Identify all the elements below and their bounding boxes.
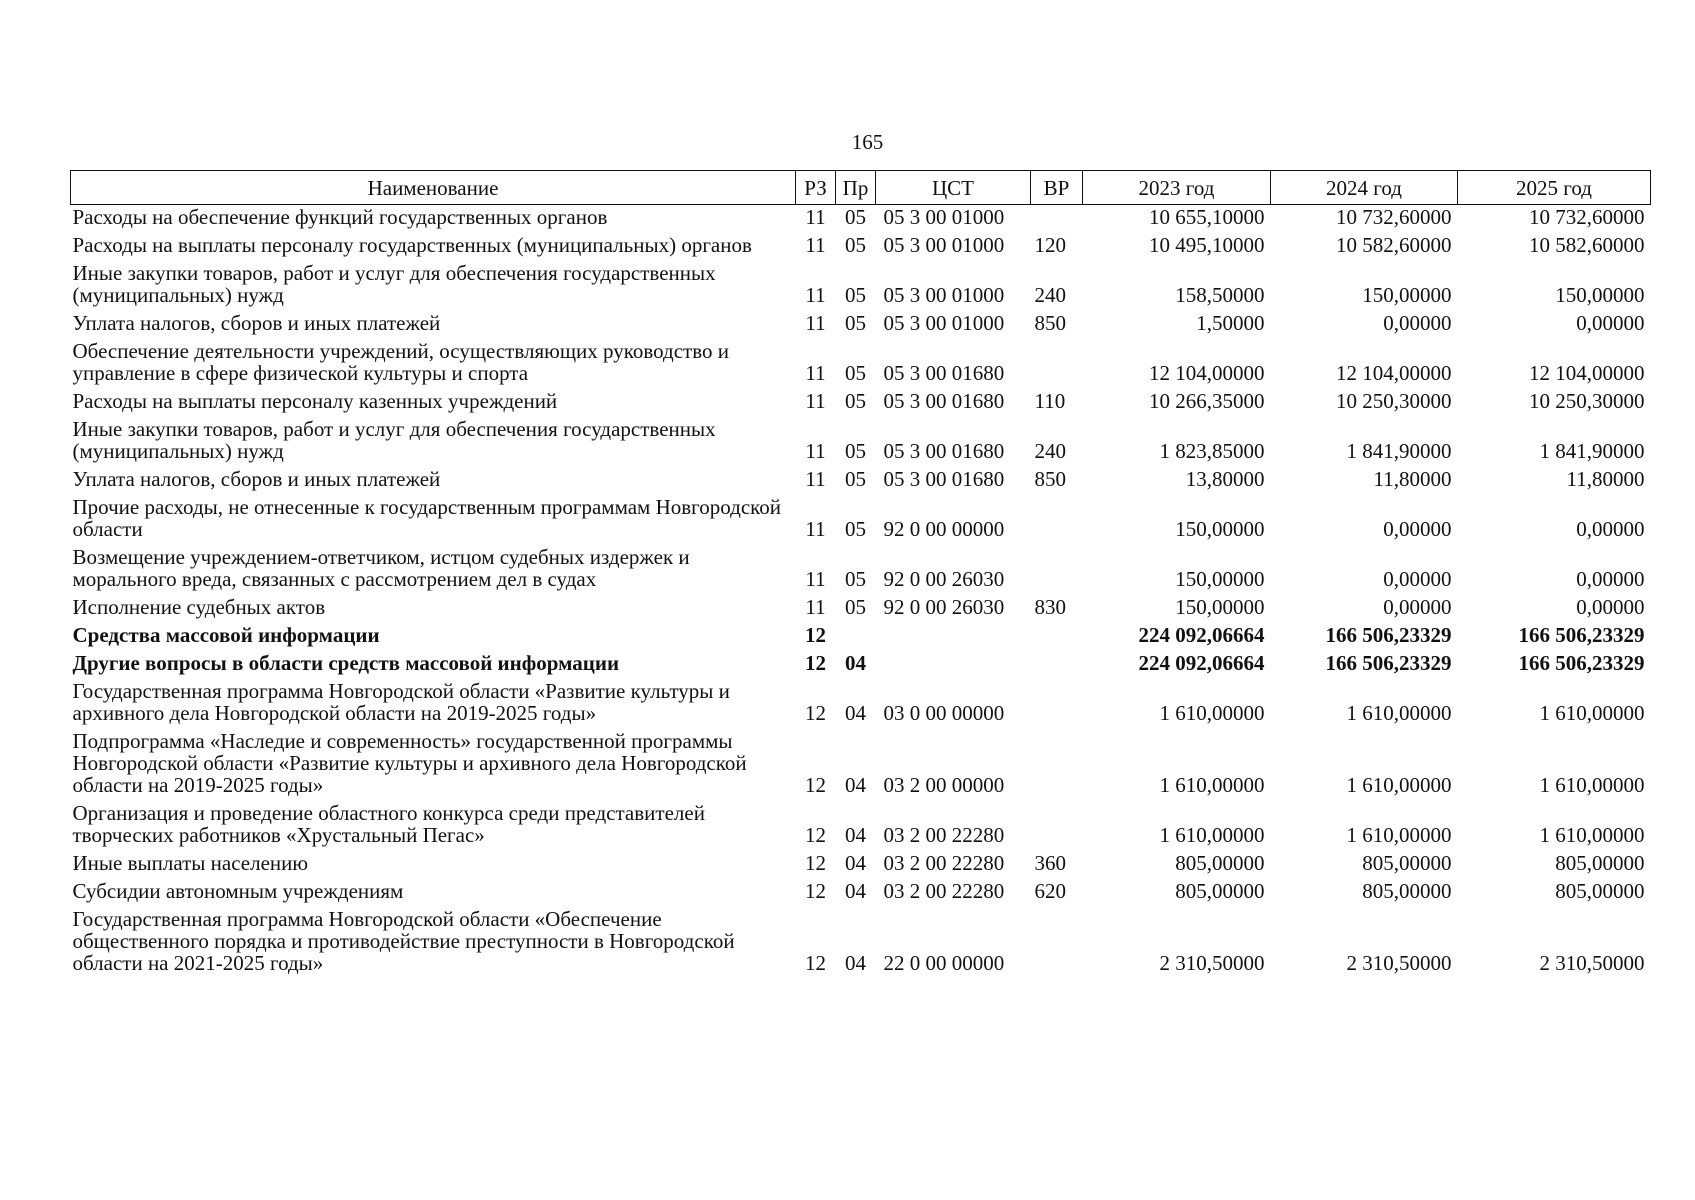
row-2023: 805,00000 — [1175, 879, 1265, 903]
row-cst: 05 3 00 01000 — [883, 283, 1005, 307]
row-rz: 11 — [805, 361, 826, 385]
row-name: Уплата налогов, сборов и иных платежей — [72, 467, 441, 491]
row-2025: 10 732,60000 — [1529, 205, 1645, 229]
row-2025: 10 582,60000 — [1529, 233, 1645, 257]
table-row — [71, 729, 1651, 801]
row-2024: 10 582,60000 — [1336, 233, 1452, 257]
row-name: Субсидии автономным учреждениям — [72, 879, 404, 903]
row-name: Расходы на обеспечение функций государственных органов — [72, 205, 608, 229]
row-2023: 150,00000 — [1175, 517, 1265, 541]
row-vr: 120 — [1034, 233, 1066, 257]
row-pr: 04 — [845, 773, 866, 797]
row-2023: 224 092,06664 — [1138, 651, 1265, 675]
row-vr — [1031, 205, 1083, 234]
table-row — [71, 679, 1651, 729]
row-pr: 05 — [845, 595, 866, 619]
table-row — [71, 417, 1651, 467]
row-2025: 150,00000 — [1555, 283, 1645, 307]
row-cst: 05 3 00 01000 — [883, 205, 1005, 229]
row-2024: 0,00000 — [1383, 595, 1452, 619]
table-body — [71, 205, 1651, 980]
row-cst: 05 3 00 01000 — [883, 311, 1005, 335]
row-name: Иные закупки товаров, работ и услуг для обеспечения государственных (муниципальных) нужд — [72, 261, 716, 307]
row-name: Подпрограмма «Наследие и современность» государственной программы Новгородской области «Развитие культуры и архивного дела Новгородской области на 2019-2025 годы» — [72, 729, 747, 797]
row-pr: 05 — [845, 233, 866, 257]
row-rz: 12 — [805, 851, 826, 875]
row-rz: 11 — [805, 389, 826, 413]
row-name: Расходы на выплаты персоналу государственных (муниципальных) органов — [72, 233, 752, 257]
row-2023: 2 310,50000 — [1159, 951, 1265, 975]
table-row — [71, 467, 1651, 495]
row-2024: 0,00000 — [1383, 311, 1452, 335]
row-vr: 360 — [1034, 851, 1066, 875]
row-pr: 04 — [845, 701, 866, 725]
row-2025: 0,00000 — [1576, 517, 1645, 541]
header-name: Наименование — [71, 171, 796, 205]
page-number: 165 — [851, 130, 884, 154]
row-vr — [1031, 495, 1083, 545]
row-2023: 224 092,06664 — [1138, 623, 1265, 647]
row-2024: 805,00000 — [1362, 851, 1452, 875]
row-pr: 05 — [845, 283, 866, 307]
header-2023: 2023 год — [1083, 171, 1271, 205]
row-vr: 850 — [1034, 311, 1066, 335]
row-name: Организация и проведение областного конкурса среди представителей творческих работников «Хрустальный Пегас» — [72, 801, 705, 847]
row-2025: 12 104,00000 — [1529, 361, 1645, 385]
row-name: Расходы на выплаты персоналу казенных учреждений — [72, 389, 558, 413]
row-cst: 92 0 00 26030 — [883, 567, 1005, 591]
row-2023: 805,00000 — [1175, 851, 1265, 875]
row-2024: 1 841,90000 — [1346, 439, 1452, 463]
row-2025: 1 841,90000 — [1539, 439, 1645, 463]
table-row — [71, 389, 1651, 417]
row-pr: 04 — [845, 879, 866, 903]
row-vr — [1031, 679, 1083, 729]
row-pr: 05 — [845, 567, 866, 591]
table-row — [71, 545, 1651, 595]
row-2024: 1 610,00000 — [1346, 701, 1452, 725]
table-row — [71, 623, 1651, 651]
row-vr — [1031, 651, 1083, 679]
table-row — [71, 595, 1651, 623]
row-rz: 12 — [805, 701, 826, 725]
table-row — [71, 907, 1651, 979]
row-pr: 05 — [845, 205, 866, 229]
row-cst — [876, 623, 1031, 651]
row-2023: 1 610,00000 — [1159, 823, 1265, 847]
row-pr — [836, 623, 876, 651]
row-cst: 05 3 00 01000 — [883, 233, 1005, 257]
row-2023: 12 104,00000 — [1149, 361, 1265, 385]
row-rz: 11 — [805, 595, 826, 619]
row-2024: 12 104,00000 — [1336, 361, 1452, 385]
table-row — [71, 801, 1651, 851]
row-vr: 240 — [1034, 283, 1066, 307]
row-pr: 04 — [845, 651, 866, 675]
row-pr: 05 — [845, 517, 866, 541]
row-rz: 12 — [805, 651, 826, 675]
header-cst: ЦСТ — [876, 171, 1031, 205]
row-2025: 2 310,50000 — [1539, 951, 1645, 975]
row-2024: 1 610,00000 — [1346, 823, 1452, 847]
table-row — [71, 233, 1651, 261]
row-2025: 805,00000 — [1555, 879, 1645, 903]
table-header-row — [71, 171, 1651, 205]
row-rz: 11 — [805, 233, 826, 257]
row-name: Возмещение учреждением-ответчиком, истцом судебных издержек и морального вреда, связанных с рассмотрением дел в судах — [72, 545, 690, 591]
header-rz: РЗ — [796, 171, 836, 205]
header-pr: Пр — [836, 171, 876, 205]
row-rz: 11 — [805, 517, 826, 541]
table-row — [71, 311, 1651, 339]
row-vr: 830 — [1034, 595, 1066, 619]
header-2025: 2025 год — [1458, 171, 1651, 205]
row-cst: 03 2 00 22280 — [883, 879, 1005, 903]
row-cst: 03 2 00 22280 — [883, 851, 1005, 875]
row-cst: 03 0 00 00000 — [883, 701, 1005, 725]
table-row — [71, 339, 1651, 389]
row-2023: 1,50000 — [1196, 311, 1265, 335]
row-vr — [1031, 623, 1083, 651]
row-2024: 166 506,23329 — [1325, 623, 1452, 647]
row-2025: 1 610,00000 — [1539, 823, 1645, 847]
row-name: Средства массовой информации — [72, 623, 380, 647]
row-rz: 11 — [805, 205, 826, 229]
row-vr: 620 — [1034, 879, 1066, 903]
row-cst: 92 0 00 00000 — [883, 517, 1005, 541]
row-rz: 12 — [805, 823, 826, 847]
row-2023: 10 266,35000 — [1149, 389, 1265, 413]
row-2024: 2 310,50000 — [1346, 951, 1452, 975]
table-row — [71, 651, 1651, 679]
row-name: Другие вопросы в области средств массовой информации — [72, 651, 620, 675]
row-pr: 04 — [845, 823, 866, 847]
row-rz: 11 — [805, 283, 826, 307]
row-rz: 12 — [805, 773, 826, 797]
row-cst: 05 3 00 01680 — [883, 361, 1005, 385]
row-rz: 11 — [805, 467, 826, 491]
row-pr: 05 — [845, 389, 866, 413]
row-2025: 10 250,30000 — [1529, 389, 1645, 413]
row-vr — [1031, 545, 1083, 595]
row-2024: 1 610,00000 — [1346, 773, 1452, 797]
row-2025: 1 610,00000 — [1539, 701, 1645, 725]
row-2024: 0,00000 — [1383, 567, 1452, 591]
row-name: Иные закупки товаров, работ и услуг для обеспечения государственных (муниципальных) нужд — [72, 417, 716, 463]
row-2023: 13,80000 — [1185, 467, 1265, 491]
row-2025: 166 506,23329 — [1518, 623, 1645, 647]
table-row — [71, 879, 1651, 907]
row-2023: 1 610,00000 — [1159, 701, 1265, 725]
row-rz: 12 — [805, 951, 826, 975]
row-vr: 850 — [1034, 467, 1066, 491]
row-2025: 11,80000 — [1566, 467, 1645, 491]
row-2024: 166 506,23329 — [1325, 651, 1452, 675]
row-cst: 05 3 00 01680 — [883, 467, 1005, 491]
row-cst: 05 3 00 01680 — [883, 389, 1005, 413]
row-rz: 11 — [805, 439, 826, 463]
row-name: Обеспечение деятельности учреждений, осуществляющих руководство и управление в сфере физической культуры и спорта — [72, 339, 729, 385]
row-pr: 05 — [845, 439, 866, 463]
row-pr: 04 — [845, 951, 866, 975]
row-2023: 10 495,10000 — [1149, 233, 1265, 257]
row-2023: 1 610,00000 — [1159, 773, 1265, 797]
row-2024: 0,00000 — [1383, 517, 1452, 541]
table-row — [71, 205, 1651, 234]
row-2023: 1 823,85000 — [1159, 439, 1265, 463]
row-2025: 0,00000 — [1576, 311, 1645, 335]
row-2025: 805,00000 — [1555, 851, 1645, 875]
row-name: Уплата налогов, сборов и иных платежей — [72, 311, 441, 335]
row-2024: 10 250,30000 — [1336, 389, 1452, 413]
row-2025: 166 506,23329 — [1518, 651, 1645, 675]
row-vr: 110 — [1034, 389, 1066, 413]
row-vr — [1031, 801, 1083, 851]
row-rz: 11 — [805, 567, 826, 591]
row-cst: 03 2 00 22280 — [883, 823, 1005, 847]
row-pr: 04 — [845, 851, 866, 875]
row-pr: 05 — [845, 361, 866, 385]
table-row — [71, 851, 1651, 879]
row-cst: 92 0 00 26030 — [883, 595, 1005, 619]
row-2024: 11,80000 — [1373, 467, 1452, 491]
row-pr: 05 — [845, 311, 866, 335]
row-vr — [1031, 729, 1083, 801]
row-2023: 150,00000 — [1175, 567, 1265, 591]
table-row — [71, 261, 1651, 311]
row-rz: 11 — [805, 311, 826, 335]
row-2023: 158,50000 — [1175, 283, 1265, 307]
row-cst: 05 3 00 01680 — [883, 439, 1005, 463]
row-rz: 12 — [805, 623, 826, 647]
row-2024: 805,00000 — [1362, 879, 1452, 903]
row-pr: 05 — [845, 467, 866, 491]
row-cst — [876, 651, 1031, 679]
row-2025: 0,00000 — [1576, 595, 1645, 619]
row-2024: 10 732,60000 — [1336, 205, 1452, 229]
row-cst: 22 0 00 00000 — [883, 951, 1005, 975]
row-vr — [1031, 339, 1083, 389]
row-name: Прочие расходы, не отнесенные к государственным программам Новгородской области — [72, 495, 782, 541]
row-cst: 03 2 00 00000 — [883, 773, 1005, 797]
row-name: Государственная программа Новгородской области «Развитие культуры и архивного дела Новгородской области на 2019-2025 годы» — [72, 679, 730, 725]
budget-table-container — [70, 170, 1650, 979]
row-name: Иные выплаты населению — [72, 851, 309, 875]
row-2025: 0,00000 — [1576, 567, 1645, 591]
header-2024: 2024 год — [1271, 171, 1458, 205]
row-2025: 1 610,00000 — [1539, 773, 1645, 797]
header-vr: ВР — [1031, 171, 1083, 205]
row-2023: 10 655,10000 — [1149, 205, 1265, 229]
row-vr — [1031, 907, 1083, 979]
budget-table — [70, 170, 1651, 979]
row-name: Исполнение судебных актов — [72, 595, 326, 619]
row-name: Государственная программа Новгородской области «Обеспечение общественного порядка и противодействие преступности в Новгородской области на 2021-2025 годы» — [72, 907, 735, 975]
table-row — [71, 495, 1651, 545]
row-2024: 150,00000 — [1362, 283, 1452, 307]
row-vr: 240 — [1034, 439, 1066, 463]
row-rz: 12 — [805, 879, 826, 903]
row-2023: 150,00000 — [1175, 595, 1265, 619]
